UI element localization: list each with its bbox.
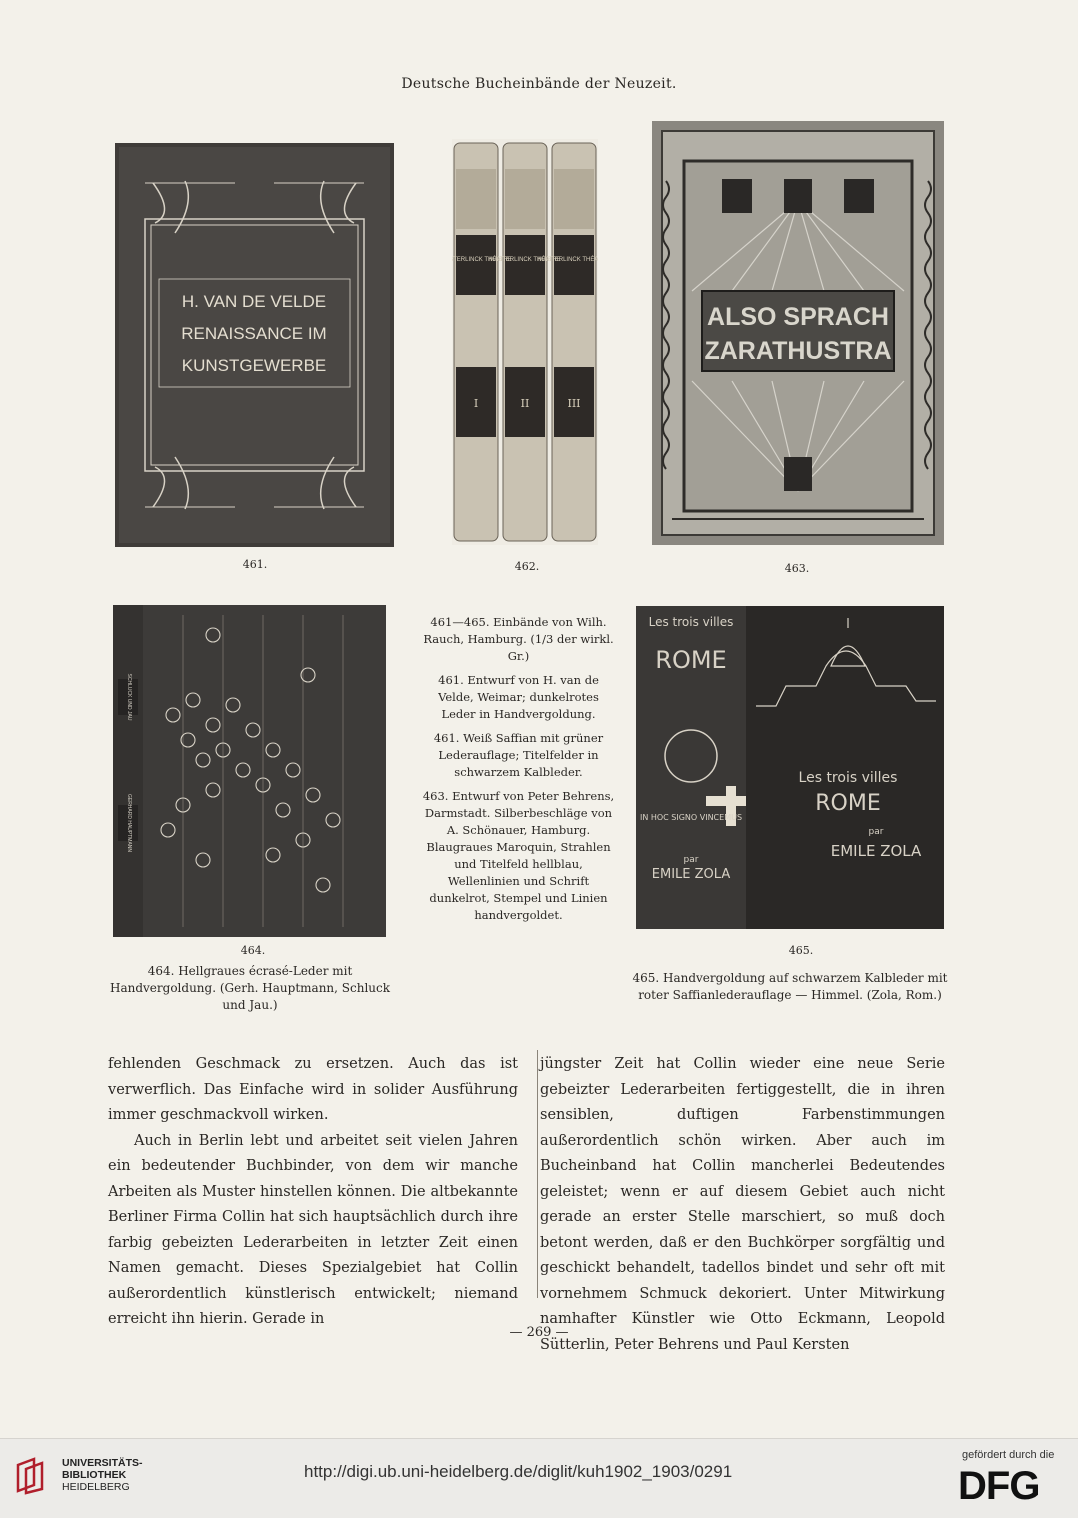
cover-title: ROME [815, 791, 881, 816]
spine-1 [454, 143, 498, 541]
spine-title: ROME [655, 646, 727, 674]
book-cover-461 [115, 143, 394, 547]
volume-number-3: III [567, 397, 581, 410]
page-number: — 269 — [509, 1325, 569, 1340]
caption-465: 465. Handvergoldung auf schwarzem Kalbleder mit roter Saffianlederauflage — Himmel. (Zola, Rom.) [632, 971, 948, 1002]
body-left-column [108, 1052, 518, 1333]
figure-number-463: 463. [784, 562, 810, 575]
note-461-a: 461. Entwurf von H. van de Velde, Weimar; dunkelrotes Leder in Handvergoldung. [438, 673, 599, 721]
spine-label-1: TERLINCK THÉATRE [453, 257, 512, 263]
body-right-column [540, 1052, 945, 1358]
cover-author: EMILE ZOLA [830, 842, 922, 860]
spine-par: par [683, 855, 699, 865]
spine-label-3: MASTERLINCK THÉA [538, 257, 598, 263]
spine-series: Les trois villes [648, 615, 734, 629]
figure-462 [452, 139, 598, 545]
body-paragraph: fehlenden Geschmack zu ersetzen. Auch das ist verwerflich. Das Einfache wird in solider Ausführung immer geschmackvoll wirken. [108, 1056, 518, 1123]
university-library-logo [14, 1455, 54, 1495]
body-paragraph: Auch in Berlin lebt und arbeitet seit vielen Jahren ein bedeutender Buchbinder, von dem wir manche Arbeiten als Muster hinstellen können. Die altbekannte Berliner Firma Collin hat sich hauptsächlich durch ihre farbig gebeizten Lederarbeiten in letzter Zeit einen Namen gemacht. Dieses Spezialgebiet hat Collin außerordentlich künstlerisch entwickelt; niemand erreicht ihn hierin. Gerade in [108, 1132, 518, 1327]
spine-author: GERHARD HAUPTMANN [126, 793, 132, 853]
figure-number-464: 464. [240, 944, 266, 957]
spine-author: EMILE ZOLA [651, 867, 731, 882]
library-name: UNIVERSITÄTS- BIBLIOTHEK HEIDELBERG [62, 1457, 143, 1493]
permalink-url[interactable]: http://digi.ub.uni-heidelberg.de/diglit/kuh1902_1903/0291 [304, 1462, 733, 1481]
figure-463 [652, 121, 944, 545]
caption-464: 464. Hellgraues écrasé-Leder mit Handvergoldung. (Gerh. Hauptmann, Schluck und Jau.) [110, 964, 391, 1012]
cover-line-3: KUNSTGEWERBE [181, 356, 327, 375]
figure-number-462: 462. [514, 560, 540, 573]
cover-line-2: RENAISSANCE IM [181, 324, 327, 343]
note-461-b: 461. Weiß Saffian mit grüner Lederauflage; Titelfelder in schwarzem Kalbleder. [433, 731, 604, 779]
digitization-footer [0, 1438, 1078, 1518]
book-cover-465 [636, 606, 944, 929]
spine-2 [503, 143, 547, 541]
book-cover-464 [113, 605, 386, 937]
column-divider [537, 1050, 538, 1298]
volume-number-1: I [473, 397, 479, 410]
figure-464 [113, 605, 386, 937]
volume-number-2: II [520, 397, 530, 410]
title-line-2: ZARATHUSTRA [704, 337, 892, 365]
cover-line-1: H. VAN DE VELDE [181, 292, 327, 311]
dfg-logo: DFG [958, 1464, 1040, 1508]
spine-label-2: MASTERLINCK THÉATRE [489, 257, 561, 263]
cover-series: Les trois villes [798, 770, 898, 786]
book-cover-463 [652, 121, 944, 545]
body-paragraph: jüngster Zeit hat Collin wieder eine neue Serie gebeizter Lederarbeiten fertiggestellt, die in ihren sensiblen, duftigen Farbenstimmungen außerordentlich schön wirken. Aber auch im Bucheinband hat Collin mancherlei Bedeutendes geleistet; wenn er auf diesem Gebiet auch nicht gerade an erster Stelle marschiert, so muß doch betont werden, daß er den Buchkörper sorgfältig und geschickt behandelt, tadellos bindet und sehr oft mit vornehmem Schmuck dekoriert. Unter Mitwirkung namhafter Künstler wie Otto Eckmann, Leopold Sütterlin, Peter Behrens und Paul Kersten [540, 1056, 945, 1353]
spine-motto: IN HOC SIGNO VINCEMUS [639, 813, 743, 822]
book-spines-462 [452, 139, 598, 545]
spine-title: SCHLUCK UND JAU [126, 673, 132, 721]
running-title: Deutsche Bucheinbände der Neuzeit. [401, 76, 677, 92]
spine-3 [552, 143, 596, 541]
note-461-465: 461—465. Einbände von Wilh. Rauch, Hamburg. (1/3 der wirkl. Gr.) [423, 615, 614, 663]
note-463: 463. Entwurf von Peter Behrens, Darmstadt. Silberbeschläge von A. Schönauer, Hamburg. Blaugraues Maroquin, Strahlen und Titelfeld hellblau, Wellenlinien und Schrift dunkelrot, Stempel und Linien handvergoldet. [422, 789, 615, 922]
figure-465 [636, 606, 944, 929]
figure-number-461: 461. [242, 558, 268, 571]
figure-number-465: 465. [788, 944, 814, 957]
figure-461 [115, 143, 394, 547]
title-line-1: ALSO SPRACH [707, 303, 889, 331]
cover-par: par [868, 827, 884, 837]
figure-notes [420, 614, 617, 931]
funded-by-label: gefördert durch die [962, 1449, 1055, 1461]
